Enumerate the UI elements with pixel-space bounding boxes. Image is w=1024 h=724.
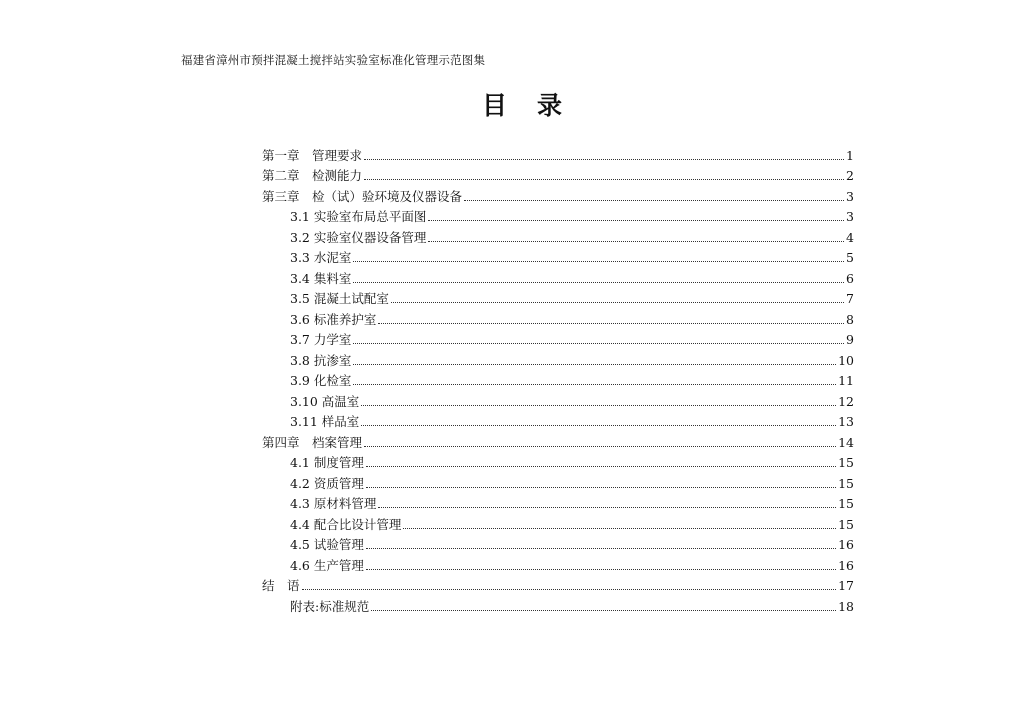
toc-entry-label: 3.9 化检室	[290, 373, 352, 388]
toc-dot-leader	[364, 446, 836, 447]
toc-entry-page-number: 16	[838, 557, 854, 573]
toc-dot-leader	[353, 384, 836, 385]
toc-entry-label: 3.11 样品室	[290, 414, 360, 429]
toc-entry	[262, 409, 854, 430]
toc-dot-leader	[361, 425, 836, 426]
toc-entry	[262, 511, 854, 532]
toc-entry-page-number: 10	[838, 352, 854, 368]
toc-dot-leader	[464, 200, 844, 201]
toc-entry	[262, 327, 854, 348]
toc-entry	[262, 593, 854, 614]
toc-entry	[262, 573, 854, 594]
toc-dot-leader	[353, 282, 844, 283]
toc-dot-leader	[378, 323, 844, 324]
toc-entry-label: 4.4 配合比设计管理	[290, 516, 402, 532]
toc-entry-label: 3.5 混凝土试配室	[290, 291, 389, 306]
toc-dot-leader	[353, 261, 844, 262]
toc-dot-leader	[366, 466, 836, 467]
toc-entry-page-number: 3	[846, 188, 854, 204]
toc-entry-label: 3.3 水泥室	[290, 250, 352, 265]
toc-entry-page-number: 16	[838, 537, 854, 552]
toc-entry	[262, 306, 854, 327]
toc-entry	[262, 142, 854, 163]
toc-entry-label: 4.6 生产管理	[290, 557, 364, 573]
toc-entry-page-number: 18	[838, 598, 854, 614]
toc-entry	[262, 183, 854, 204]
toc-dot-leader	[353, 343, 844, 344]
toc-dot-leader	[364, 179, 844, 180]
toc-dot-leader	[302, 589, 837, 590]
toc-entry-label: 3.1 实验室布局总平面图	[290, 209, 427, 224]
toc-entry	[262, 450, 854, 471]
toc-dot-leader	[428, 220, 844, 221]
toc-entry-page-number: 11	[838, 373, 854, 388]
toc-entry-page-number: 9	[846, 332, 854, 347]
toc-entry-page-number: 15	[838, 496, 854, 511]
toc-entry-label: 第二章 检测能力	[262, 168, 363, 183]
toc-entry-page-number: 17	[838, 578, 854, 593]
toc-entry-label: 3.6 标准养护室	[290, 311, 377, 327]
toc-entry-page-number: 3	[846, 209, 854, 224]
toc-entry-page-number: 13	[838, 414, 854, 429]
toc-dot-leader	[371, 610, 836, 611]
toc-entry-label: 第一章 管理要求	[262, 147, 363, 163]
toc-entry	[262, 429, 854, 450]
toc-dot-leader	[366, 569, 836, 570]
toc-entry-page-number: 1	[846, 147, 854, 163]
toc-entry-label: 3.10 高温室	[290, 393, 360, 409]
toc-entry-page-number: 15	[838, 455, 854, 470]
toc-title: 目录	[481, 91, 592, 120]
toc-entry-label: 4.5 试验管理	[290, 537, 364, 552]
toc-entry-label: 3.4 集料室	[290, 270, 352, 286]
toc-entry	[262, 204, 854, 225]
toc-entry-label: 3.2 实验室仪器设备管理	[290, 229, 427, 245]
toc-entry	[262, 470, 854, 491]
toc-entry-page-number: 14	[838, 434, 854, 450]
toc-entry	[262, 286, 854, 307]
toc-entry	[262, 163, 854, 184]
toc-entry-label: 4.1 制度管理	[290, 455, 364, 470]
toc-entry-page-number: 5	[846, 250, 854, 265]
toc-entry	[262, 245, 854, 266]
toc-entry-label: 第四章 档案管理	[262, 434, 363, 450]
toc-entry-page-number: 12	[838, 393, 854, 409]
toc-entry-page-number: 15	[838, 475, 854, 491]
toc-entry-page-number: 8	[846, 311, 854, 327]
toc-entry	[262, 532, 854, 553]
toc-entry	[262, 552, 854, 573]
toc-entry	[262, 347, 854, 368]
toc-dot-leader	[361, 405, 836, 406]
toc-dot-leader	[378, 507, 836, 508]
toc-entry-label: 3.8 抗渗室	[290, 352, 352, 368]
toc-dot-leader	[366, 487, 836, 488]
toc-entry-page-number: 4	[846, 229, 854, 245]
toc-entry	[262, 368, 854, 389]
toc-entry-page-number: 15	[838, 516, 854, 532]
toc-dot-leader	[364, 159, 844, 160]
toc-entry-label: 4.2 资质管理	[290, 475, 364, 491]
toc-entry-page-number: 6	[846, 270, 854, 286]
toc-entry	[262, 388, 854, 409]
toc-entry-label: 第三章 检（试）验环境及仪器设备	[262, 188, 463, 204]
toc-dot-leader	[428, 241, 844, 242]
toc-entry	[262, 224, 854, 245]
toc-entry-label: 附表:标准规范	[290, 598, 370, 614]
toc-entry	[262, 265, 854, 286]
toc-dot-leader	[353, 364, 836, 365]
toc-entry-label: 4.3 原材料管理	[290, 496, 377, 511]
toc-entry-page-number: 7	[846, 291, 854, 306]
running-header: 福建省漳州市预拌混凝土搅拌站实验室标准化管理示范图集	[181, 53, 486, 67]
toc-entry-label: 结 语	[262, 578, 300, 593]
toc-dot-leader	[366, 548, 836, 549]
toc-entry	[262, 491, 854, 512]
toc-entry-page-number: 2	[846, 168, 854, 183]
toc-dot-leader	[403, 528, 836, 529]
toc-entry-label: 3.7 力学室	[290, 332, 352, 347]
toc-dot-leader	[391, 302, 844, 303]
table-of-contents	[262, 142, 854, 614]
